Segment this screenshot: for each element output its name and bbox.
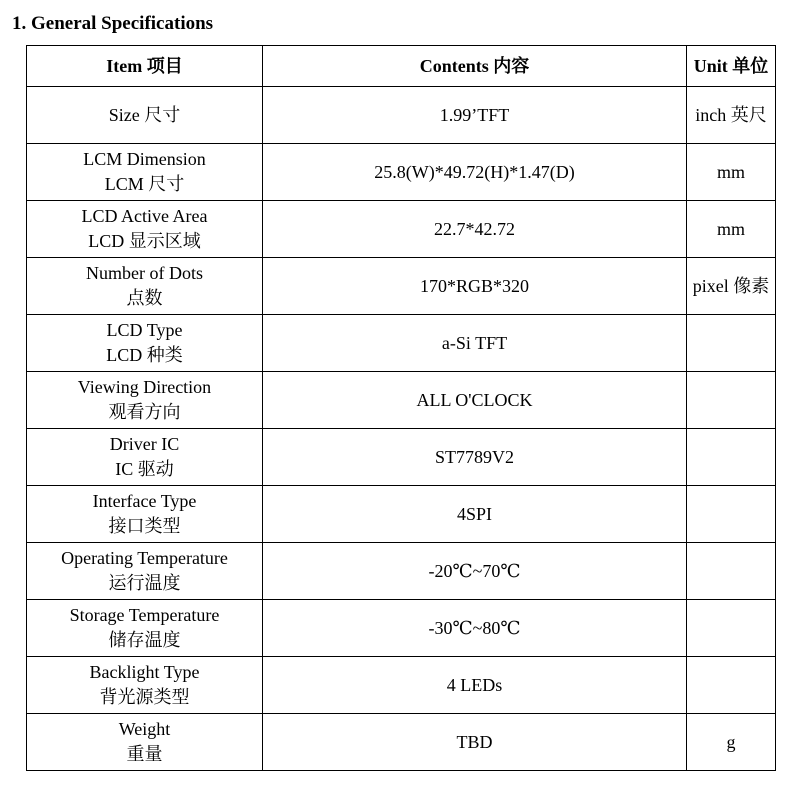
- section-title: 1. General Specifications: [12, 13, 214, 34]
- contents-cell: 1.99’TFT: [263, 87, 687, 144]
- item-label-en: Viewing Direction: [77, 377, 212, 397]
- item-cell: [27, 486, 263, 543]
- item-cell: [27, 201, 263, 258]
- item-label-en: LCD Type: [106, 320, 183, 340]
- unit-cell: mm: [687, 144, 776, 201]
- table-row: [27, 429, 776, 486]
- item-label-cn: 储存温度: [108, 630, 181, 650]
- header-unit: Unit 单位: [687, 46, 776, 87]
- item-label-cn: LCM 尺寸: [104, 174, 185, 194]
- item-cell: [27, 372, 263, 429]
- item-cell: [27, 87, 263, 144]
- item-label-cn: 点数: [126, 288, 163, 308]
- item-label-cn: 重量: [126, 744, 163, 764]
- unit-cell: [687, 486, 776, 543]
- header-item: Item 项目: [27, 46, 263, 87]
- item-label-cn: LCD 显示区域: [88, 231, 201, 251]
- item-label-cn: LCD 种类: [106, 345, 183, 365]
- item-cell: [27, 600, 263, 657]
- item-label-cn: 观看方向: [108, 402, 181, 422]
- item-label-en: Size 尺寸: [108, 104, 181, 125]
- contents-cell: 170*RGB*320: [263, 258, 687, 315]
- table-row: [27, 144, 776, 201]
- item-cell: [27, 144, 263, 201]
- header-contents: Contents 内容: [263, 46, 687, 87]
- unit-cell: pixel 像素: [687, 258, 776, 315]
- item-label-cn: 运行温度: [108, 573, 181, 593]
- contents-cell: 22.7*42.72: [263, 201, 687, 258]
- table-row: [27, 258, 776, 315]
- table-row: [27, 201, 776, 258]
- item-label-cn: 接口类型: [108, 516, 181, 536]
- table-row: [27, 543, 776, 600]
- contents-cell: 4SPI: [263, 486, 687, 543]
- unit-cell: [687, 543, 776, 600]
- item-label-en: Interface Type: [92, 491, 197, 511]
- item-label-en: Number of Dots: [86, 263, 203, 283]
- unit-cell: inch 英尺: [687, 87, 776, 144]
- contents-cell: ALL O'CLOCK: [263, 372, 687, 429]
- item-label-en: LCM Dimension: [83, 149, 206, 169]
- item-cell: [27, 657, 263, 714]
- item-label-en: Weight: [118, 719, 171, 739]
- contents-cell: 25.8(W)*49.72(H)*1.47(D): [263, 144, 687, 201]
- general-specifications-table: [26, 45, 776, 771]
- table-row: [27, 714, 776, 771]
- item-cell: [27, 429, 263, 486]
- table-row: [27, 372, 776, 429]
- unit-cell: [687, 372, 776, 429]
- item-label-cn: IC 驱动: [115, 459, 174, 479]
- contents-cell: -30℃~80℃: [263, 600, 687, 657]
- unit-cell: [687, 315, 776, 372]
- item-label-cn: 背光源类型: [99, 687, 190, 707]
- contents-cell: TBD: [263, 714, 687, 771]
- contents-cell: -20℃~70℃: [263, 543, 687, 600]
- contents-cell: 4 LEDs: [263, 657, 687, 714]
- table-row: [27, 657, 776, 714]
- table-row: [27, 315, 776, 372]
- contents-cell: a-Si TFT: [263, 315, 687, 372]
- item-label-en: Backlight Type: [89, 662, 200, 682]
- table-row: [27, 486, 776, 543]
- item-cell: [27, 315, 263, 372]
- unit-cell: g: [687, 714, 776, 771]
- item-label-en: Driver IC: [109, 434, 180, 454]
- table-row: [27, 87, 776, 144]
- item-label-en: Storage Temperature: [69, 605, 220, 625]
- item-cell: [27, 714, 263, 771]
- unit-cell: [687, 600, 776, 657]
- unit-cell: mm: [687, 201, 776, 258]
- contents-cell: ST7789V2: [263, 429, 687, 486]
- item-cell: [27, 258, 263, 315]
- unit-cell: [687, 429, 776, 486]
- item-label-en: LCD Active Area: [81, 206, 208, 226]
- unit-cell: [687, 657, 776, 714]
- item-label-en: Operating Temperature: [61, 548, 228, 568]
- table-header-row: [27, 46, 776, 87]
- item-cell: [27, 543, 263, 600]
- table-row: [27, 600, 776, 657]
